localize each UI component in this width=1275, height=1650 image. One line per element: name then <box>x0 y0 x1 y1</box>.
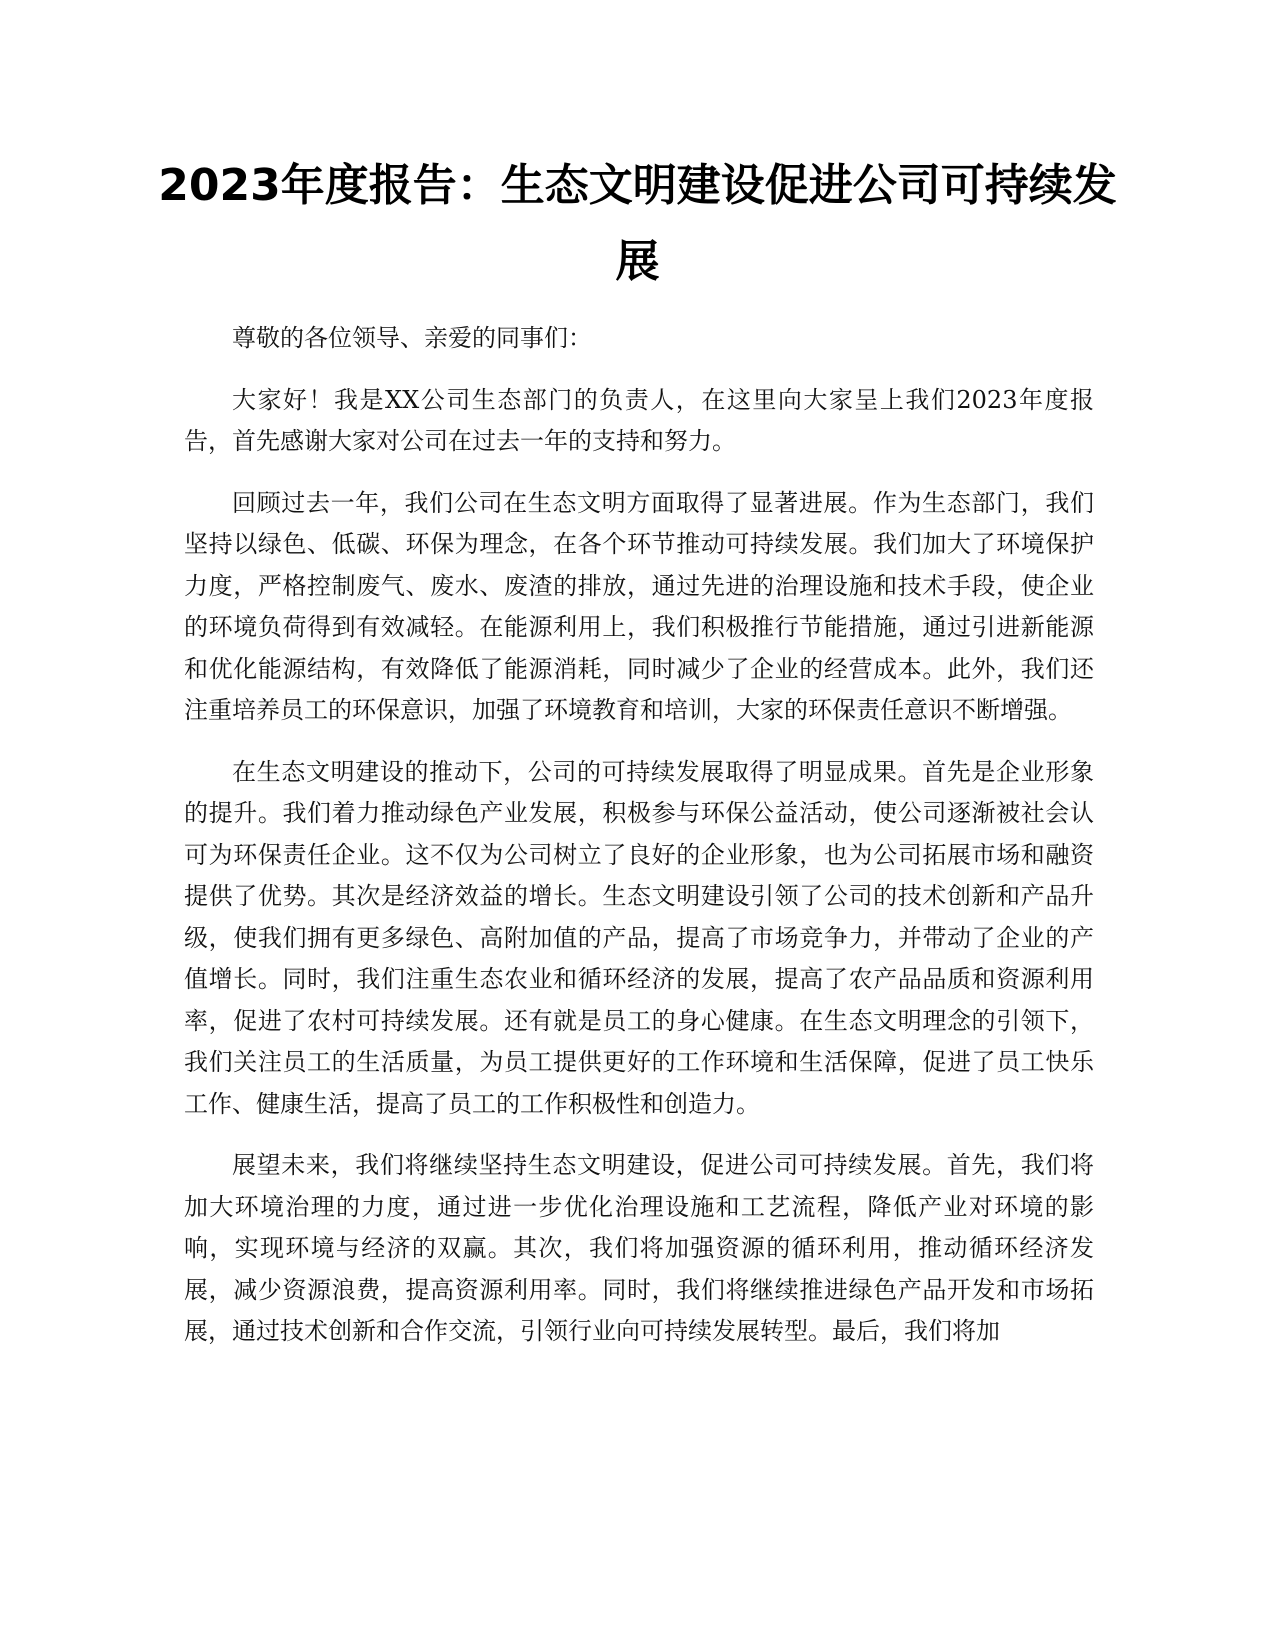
greeting-paragraph: 大家好！我是XX公司生态部门的负责人，在这里向大家呈上我们2023年度报告，首先感谢大家对公司在过去一年的支持和努力。 <box>184 385 1094 455</box>
salutation-paragraph: 尊敬的各位领导、亲爱的同事们： <box>232 324 592 352</box>
document-body <box>184 318 1094 1373</box>
review-paragraph: 回顾过去一年，我们公司在生态文明方面取得了显著进展。作为生态部门，我们坚持以绿色、低碳、环保为理念，在各个环节推动可持续发展。我们加大了环境保护力度，严格控制废气、废水、废渣的排放，通过先进的治理设施和技术手段，使企业的环境负荷得到有效减轻。在能源利用上，我们积极推行节能措施，通过引进新能源和优化能源结构，有效降低了能源消耗，同时减少了企业的经营成本。此外，我们还注重培养员工的环保意识，加强了环境教育和培训，大家的环保责任意识不断增强。 <box>184 488 1094 724</box>
achievements-paragraph: 在生态文明建设的推动下，公司的可持续发展取得了明显成果。首先是企业形象的提升。我们着力推动绿色产业发展，积极参与环保公益活动，使公司逐渐被社会认可为环保责任企业。这不仅为公司树立了良好的企业形象，也为公司拓展市场和融资提供了优势。其次是经济效益的增长。生态文明建设引领了公司的技术创新和产品升级，使我们拥有更多绿色、高附加值的产品，提高了市场竞争力，并带动了企业的产值增长。同时，我们注重生态农业和循环经济的发展，提高了农产品品质和资源利用率，促进了农村可持续发展。还有就是员工的身心健康。在生态文明理念的引领下，我们关注员工的生活质量，为员工提供更好的工作环境和生活保障，促进了员工快乐工作、健康生活，提高了员工的工作积极性和创造力。 <box>184 757 1094 1118</box>
outlook-paragraph: 展望未来，我们将继续坚持生态文明建设，促进公司可持续发展。首先，我们将加大环境治理的力度，通过进一步优化治理设施和工艺流程，降低产业对环境的影响，实现环境与经济的双赢。其次，我们将加强资源的循环利用，推动循环经济发展，减少资源浪费，提高资源利用率。同时，我们将继续推进绿色产品开发和市场拓展，通过技术创新和合作交流，引领行业向可持续发展转型。最后，我们将加 <box>184 1151 1094 1345</box>
document-title: 2023年度报告：生态文明建设促进公司可持续发展 <box>158 160 1117 287</box>
